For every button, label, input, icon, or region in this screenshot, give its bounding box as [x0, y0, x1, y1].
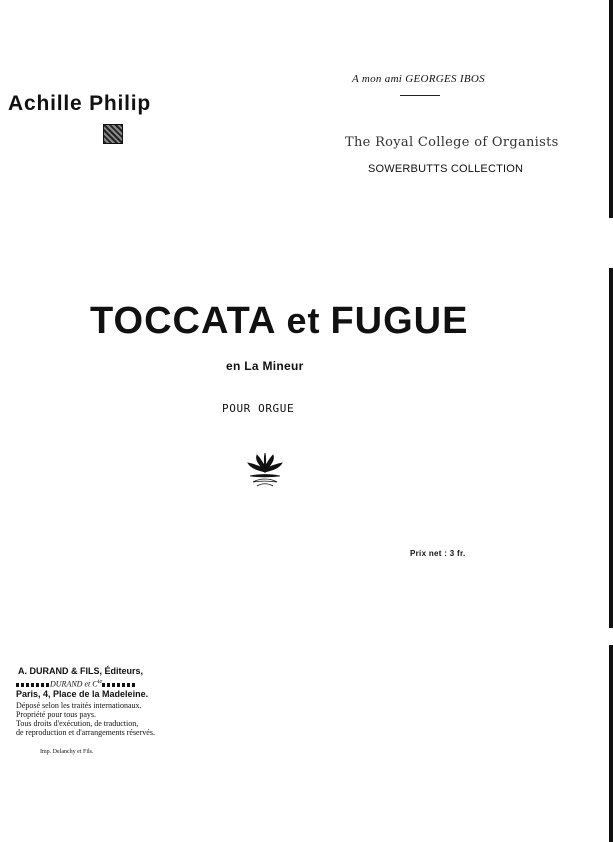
title-main-left: TOCCATA — [90, 300, 277, 342]
instrument-label: POUR ORGUE — [222, 402, 295, 415]
rights-line: Propriété pour tous pays. — [16, 710, 96, 719]
page-edge-bottom — [609, 645, 613, 842]
emblem-icon — [103, 124, 123, 144]
price-label: Prix net : 3 fr. — [410, 549, 466, 558]
publisher-name: A. DURAND & FILS, Éditeurs, — [18, 666, 144, 676]
rights-notice — [16, 701, 155, 737]
publisher-address: Paris, 4, Place de la Madeleine. — [16, 689, 149, 699]
imprint-superscript: ie — [97, 678, 103, 685]
wave-ornament-left — [16, 683, 50, 687]
collection-label: SOWERBUTTS COLLECTION — [368, 163, 524, 175]
dedication-rule — [400, 95, 440, 96]
title-main-right: FUGUE — [330, 300, 469, 342]
imprint-text: DURAND et C — [50, 679, 98, 689]
printer-credit: Imp. Delanchy et Fils. — [40, 749, 94, 755]
rights-line: Déposé selon les traités internationaux. — [16, 701, 142, 710]
publisher-imprint — [16, 678, 136, 689]
rights-line: de reproduction et d'arrangements réservés. — [16, 728, 155, 737]
work-title — [90, 300, 468, 343]
composer-name: Achille Philip — [8, 92, 152, 115]
floral-fleuron-icon — [245, 452, 285, 488]
key-subtitle: en La Mineur — [226, 359, 304, 373]
rights-line: Tous droits d'exécution, de traduction, — [16, 719, 139, 728]
wave-ornament-right — [102, 683, 136, 687]
title-conjunction: et — [286, 300, 321, 341]
dedication: A mon ami GEORGES IBOS — [352, 73, 485, 85]
page-edge-top — [609, 0, 613, 218]
library-stamp: The Royal College of Organists — [345, 135, 559, 150]
page-edge-middle — [609, 268, 613, 628]
